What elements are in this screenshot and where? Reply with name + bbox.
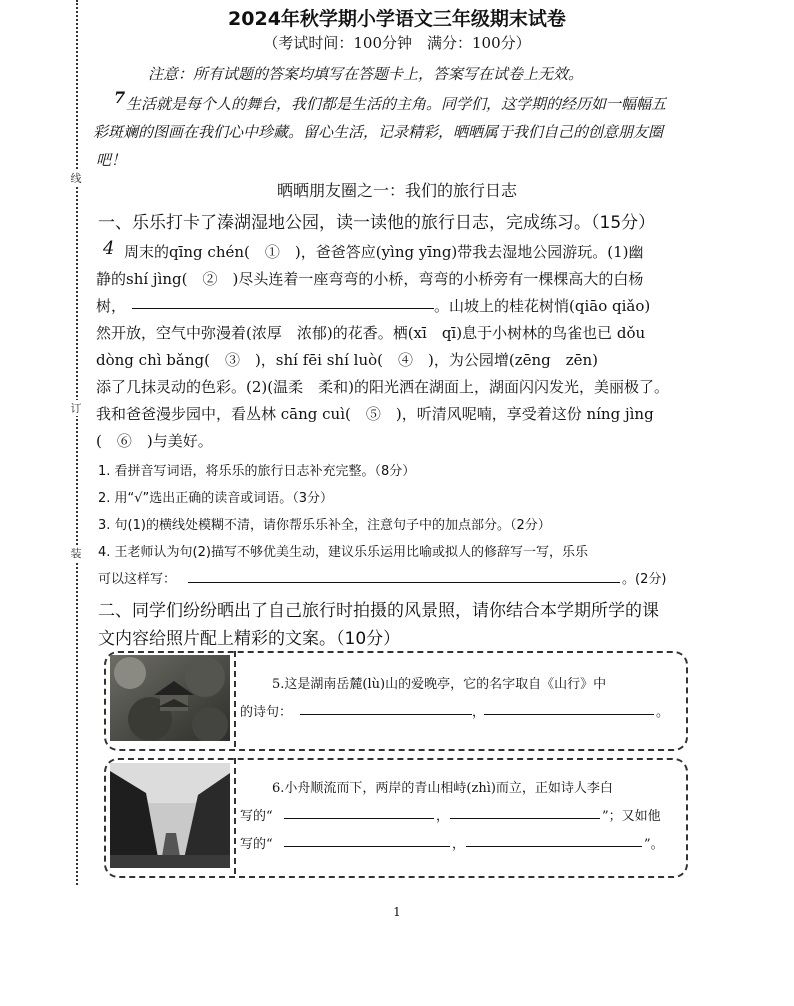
binding-mark-order: 订	[67, 400, 85, 416]
question-1: 1. 看拼音写词语，将乐乐的旅行日志补充完整。（8分）	[98, 464, 416, 479]
section1-score-mark: 4	[103, 238, 115, 259]
binding-mark-line: 线	[67, 170, 85, 186]
question-4-suffix: 。(2分)	[622, 572, 667, 587]
exam-subtitle: （考试时间：100分钟 满分：100分）	[263, 34, 531, 52]
passage-line-3b: 。山坡上的桂花树悄(qiāo qiǎo)	[434, 297, 651, 315]
intro-line-2: 彩斑斓的图画在我们心中珍藏。留心生活，记录精彩，晒晒属于我们自己的创意朋友圈	[93, 123, 664, 141]
item6-blank-1[interactable]	[284, 802, 434, 820]
passage-line-7: 我和爸爸漫步园中，看丛林 cāng cuì( ⑤ )，听清风呢喃，享受着这份 níng jìng	[96, 405, 654, 423]
passage-line-4: 然开放，空气中弥漫着(浓厚 浓郁)的花香。栖(xī qī)息于小树林的鸟雀也已 dǒu	[96, 324, 646, 342]
item6-line3-prefix: 写的“	[240, 837, 273, 852]
item6-divider	[234, 758, 236, 874]
notice-text: 注意：所有试题的答案均填写在答题卡上，答案写在试卷上无效。	[148, 65, 584, 83]
section1-heading: 一、乐乐打卡了溱湖湿地公园，读一读他的旅行日志，完成练习。（15分）	[98, 213, 656, 233]
passage-line-5: dòng chì bǎng( ③ )，shí fēi shí luò( ④ )，为公园增(zēng zēn)	[96, 351, 599, 369]
river-gorge-photo-icon	[110, 763, 230, 868]
intro-line-1: 生活就是每个人的舞台，我们都是生活的主角。同学们，这学期的经历如一幅幅五	[126, 95, 667, 113]
item5-sep: ，	[472, 705, 486, 720]
question-2: 2. 用“√”选出正确的读音或词语。（3分）	[98, 491, 334, 506]
passage-line-8: ( ⑥ )与美好。	[96, 432, 213, 450]
item5-end: 。	[656, 705, 670, 720]
intro-line-3: 吧！	[96, 151, 127, 169]
passage-line-2: 静的shí jìng( ② )尽头连着一座弯弯的小桥，弯弯的小桥旁有一棵棵高大的白杨	[96, 270, 644, 288]
item6-line2-prefix: 写的“	[240, 809, 273, 824]
binding-line	[76, 0, 78, 885]
item6-photo	[110, 763, 230, 868]
question-3: 3. 句(1)的横线处模糊不清，请你帮乐乐补全，注意句子中的加点部分。（2分）	[98, 518, 551, 533]
item5-prefix: 的诗句：	[240, 705, 293, 720]
section2-heading-line-2: 文内容给照片配上精彩的文案。（10分）	[98, 629, 401, 649]
item6-line2-end: ”；又如他	[602, 809, 661, 824]
item5-photo	[110, 655, 230, 741]
item6-line3-mid: ，	[452, 837, 466, 852]
part-heading: 晒晒朋友圈之一：我们的旅行日志	[276, 181, 517, 200]
intro-margin-mark: 7	[114, 88, 126, 107]
item6-blank-3[interactable]	[284, 830, 450, 848]
page-number: 1	[393, 905, 401, 919]
item5-line-1: 5.这是湖南岳麓(lù)山的爱晚亭，它的名字取自《山行》中	[272, 677, 607, 692]
item6-line2-mid: ，	[436, 809, 450, 824]
item6-line-1: 6.小舟顺流而下，两岸的青山相峙(zhì)而立，正如诗人李白	[272, 781, 613, 796]
exam-title: 2024年秋学期小学语文三年级期末试卷	[228, 8, 566, 30]
item5-divider	[234, 651, 236, 747]
question-4-prefix: 可以这样写：	[98, 572, 177, 587]
section2-heading-line-1: 二、同学们纷纷晒出了自己旅行时拍摄的风景照，请你结合本学期所学的课	[98, 601, 659, 621]
item5-blank-1[interactable]	[300, 698, 472, 716]
passage-line-3a: 树，	[96, 297, 127, 315]
passage-blank[interactable]	[132, 292, 434, 312]
passage-line-1: 周末的qīng chén( ① )，爸爸答应(yìng yīng)带我去湿地公园游玩。(1)幽	[124, 243, 644, 261]
pavilion-photo-icon	[110, 655, 230, 741]
passage-line-6: 添了几抹灵动的色彩。(2)(温柔 柔和)的阳光洒在湖面上，湖面闪闪发光，美丽极了。	[96, 378, 669, 396]
binding-mark-bind: 装	[67, 545, 85, 561]
item6-blank-2[interactable]	[450, 802, 600, 820]
item6-blank-4[interactable]	[466, 830, 642, 848]
item6-line3-end: ”。	[644, 837, 664, 852]
item5-blank-2[interactable]	[484, 698, 654, 716]
question-4: 4. 王老师认为句(2)描写不够优美生动，建议乐乐运用比喻或拟人的修辞写一写，乐乐	[98, 545, 588, 560]
question-4-answer-blank[interactable]	[188, 566, 620, 584]
